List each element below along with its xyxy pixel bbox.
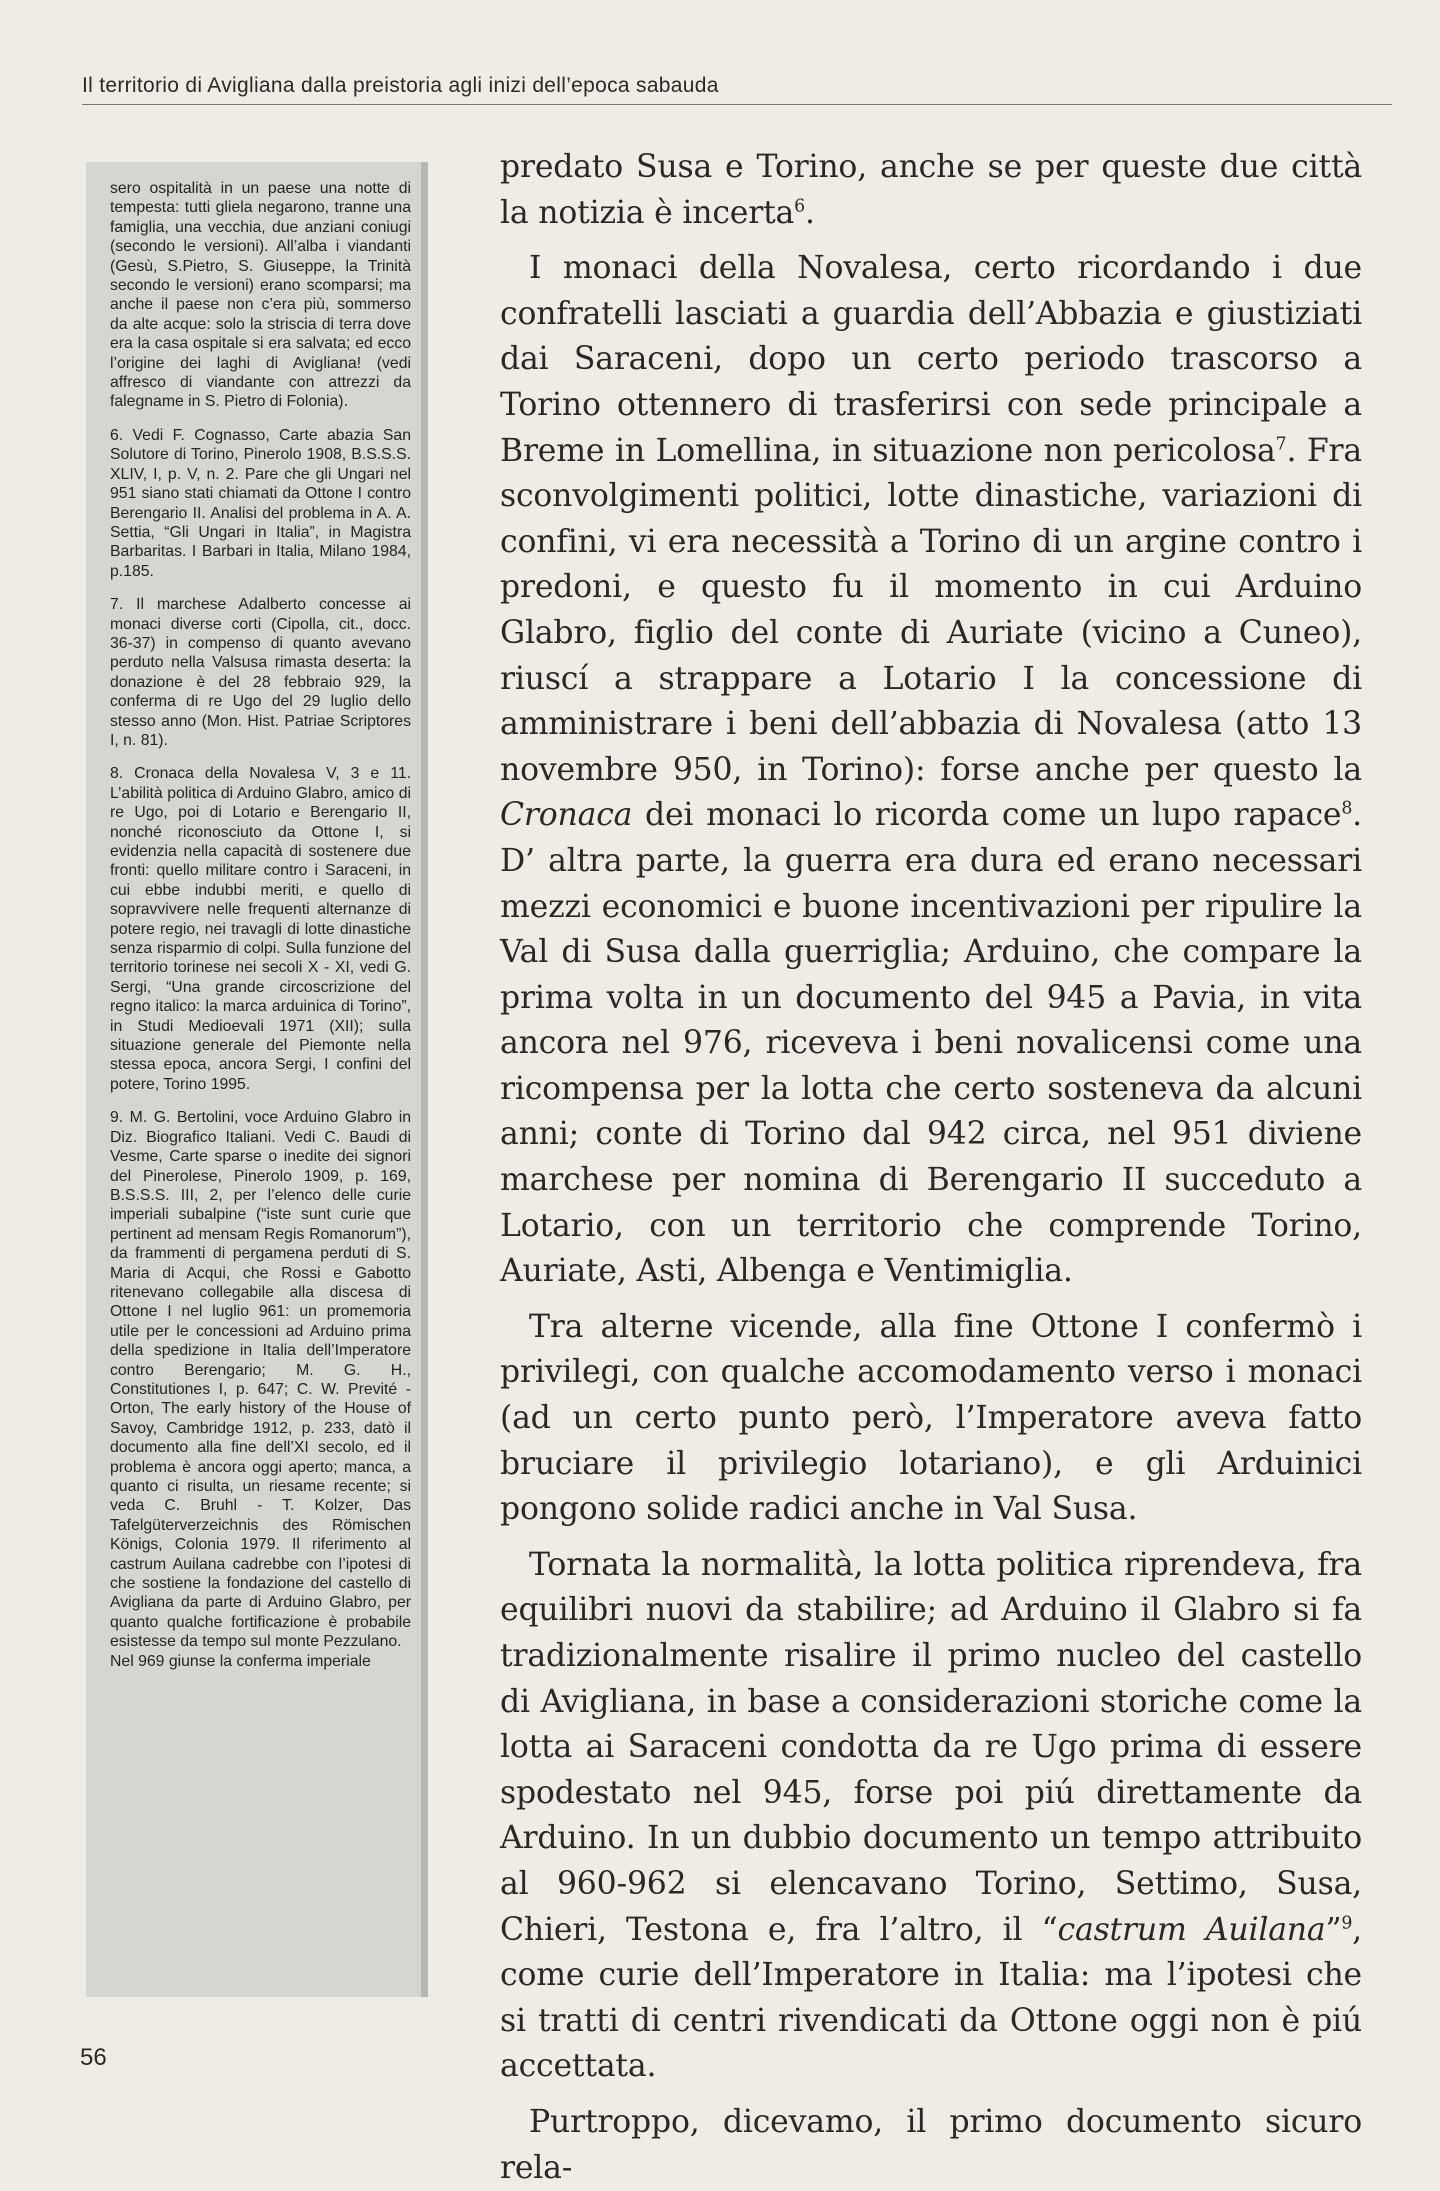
paragraph-4 [500, 1543, 1362, 2090]
header-rule [82, 104, 1392, 105]
paragraph-2-text-a: I monaci della Novalesa, certo ricordando i due confratelli lasciati a guardia dell’Abbazia e giustiziati dai Saraceni, dopo un certo periodo trascorso a Torino ottennero di trasferirsi con sede principale a Breme in Lomellina, in situazione non pericolosa [500, 250, 1362, 469]
footnote-ref-6: 6 [794, 196, 805, 217]
main-text [500, 145, 1362, 2191]
footnote-7: 7. Il marchese Adalberto concesse ai monaci diverse corti (Cipolla, cit., docc. 36-37) in compenso di quanto avevano perduto nella Valsusa rimasta deserta: la donazione è del 28 febbraio 929, la conferma di re Ugo del 29 luglio dello stesso anno (Mon. Hist. Patriae Scriptores I, n. 81). [110, 596, 411, 749]
paragraph-1-text: predato Susa e Torino, anche se per queste due città la notizia è incerta [500, 149, 1362, 231]
paragraph-2-text-c: dei monaci lo ricorda come un lupo rapace [632, 797, 1342, 834]
paragraph-3: Tra alterne vicende, alla fine Ottone I confermò i privilegi, con qualche accomodamento verso i monaci (ad un certo punto però, l’Imperatore aveva fatto bruciare il privilegio lotariano), e gli Arduinici pongono solide radici anche in Val Susa. [500, 1308, 1362, 1528]
paragraph-2-text-b: . Fra sconvolgimenti politici, lotte dinastiche, variazioni di confini, vi era necessità a Torino di un argine contro i predoni, e questo fu il momento in cui Arduino Glabro, figlio del conte di Auriate (vicino a Cuneo), riuscí a strappare a Lotario I la concessione di amministrare i beni dell’abbazia di Novalesa (atto 13 novembre 950, in Torino): forse anche per questo la [500, 432, 1362, 788]
paragraph-2-italic: Cronaca [500, 797, 633, 834]
footnote-tail: Nel 969 giunse la conferma imperiale [110, 1652, 371, 1670]
paragraph-5: Purtroppo, dicevamo, il primo documento sicuro rela- [500, 2103, 1362, 2186]
footnote-ref-8: 8 [1341, 798, 1353, 819]
paragraph-1 [500, 145, 1362, 236]
page-number: 56 [80, 2044, 107, 2071]
running-header: Il territorio di Avigliana dalla preistoria agli inizi dell’epoca sabauda [82, 74, 719, 97]
footnote-8: 8. Cronaca della Novalesa V, 3 e 11. L’abilità politica di Arduino Glabro, amico di re Ugo, poi di Lotario e Berengario II, nonché riconosciuto da Ottone I, si evidenzia nella capacità di sostenere due fronti: quello militare contro i Saraceni, in cui ebbe indubbi meriti, e quello di sopravvivere nelle frequenti alternanze di potere regio, nei travagli di lotte dinastiche senza risparmio di colpi. Sulla funzione del territorio torinese nei secoli X - XI, vedi G. Sergi, “Una grande circoscrizione del regno italico: la marca arduinica di Torino”, in Studi Medioevali 1971 (XII); sulla situazione generale del Piemonte nella stessa epoca, ancora Sergi, I confini del potere, Torino 1995. [110, 765, 411, 1093]
footnote-ref-9: 9 [1341, 1913, 1353, 1934]
paragraph-4-text-c: , come curie dell’Imperatore in Italia: ma l’ipotesi che si tratti di centri rivendicati da Ottone oggi non è piú accettata. [500, 1911, 1362, 2085]
footnote-6: 6. Vedi F. Cognasso, Carte abazia San Solutore di Torino, Pinerolo 1908, B.S.S.S. XLIV, I, p. V, n. 2. Pare che gli Ungari nel 951 siano stati chiamati da Ottone I contro Berengario II. Analisi del problema in A. A. Settia, “Gli Ungari in Italia”, in Magistra Barbaritas. I Barbari in Italia, Milano 1984, p.185. [110, 426, 411, 580]
footnotes-sidebar [86, 162, 428, 1997]
paragraph-1-end: . [804, 194, 815, 231]
footnote-9: 9. M. G. Bertolini, voce Arduino Glabro in Diz. Biografico Italiani. Vedi C. Baudi di Vesme, Carte sparse o inedite dei signori del Pinerolese, Pinerolo 1909, p. 169, B.S.S.S. III, 2, per l’elenco delle curie imperiali subalpine (“iste sunt curie que pertinent ad mensam Regis Romanorum”), da frammenti di pergamena perduti di S. Maria di Acqui, che Rossi e Gabotto ritenevano collegabile alla discesa di Ottone I nel luglio 961: un promemoria utile per le concessioni ad Arduino prima della spedizione in Italia dell’Imperatore contro Berengario; M. G. H., Constitutiones I, p. 647; C. W. Previté - Orton, The early history of the House of Savoy, Cambridge 1912, p. 233, datò il documento alla fine dell’XI secolo, ed il problema è ancora oggi aperto; manca, a quanto ci risulta, un riesame recente; si veda C. Bruhl - T. Kolzer, Das Tafelgüterverzeichnis des Römischen Königs, Colonia 1979. Il riferimento al castrum Auilana cadrebbe con l’ipotesi di che sostiene la fondazione del castello di Avigliana da parte di Arduino Glabro, per quanto qualche fortificazione è probabile esistesse da tempo sul monte Pezzulano. [110, 1109, 411, 1651]
footnote-ref-7: 7 [1275, 434, 1287, 455]
paragraph-4-italic: castrum Auilana [1057, 1911, 1326, 1948]
paragraph-2 [500, 246, 1362, 1295]
footnote-continued: sero ospitalità in un paese una notte di tempesta: tutti gliela negarono, tranne una famiglia, una vecchia, due anziani coniugi (secondo le versioni). All’alba i viandanti (Gesù, S.Pietro, S. Giuseppe, la Trinità secondo le versioni) erano scomparsi; ma anche il paese non c’era più, sommerso da alte acque: solo la striscia di terra dove era la casa ospitale si era salvata; ed ecco l’origine dei laghi di Avigliana! (vedi affresco di viandante con attrezzi da falegname in S. Pietro di Folonia). [110, 180, 411, 411]
paragraph-2-text-d: . D’ altra parte, la guerra era dura ed erano necessari mezzi economici e buone incentivazioni per ripulire la Val di Susa dalla guerriglia; Arduino, che compare la prima volta in un documento del 945 a Pavia, in vita ancora nel 976, riceveva i beni novalicensi come una ricompensa per la lotta che certo sosteneva da alcuni anni; conte di Torino dal 942 circa, nel 951 diviene marchese per nomina di Berengario II succeduto a Lotario, con un territorio che comprende Torino, Auriate, Asti, Albenga e Ventimiglia. [500, 797, 1362, 1290]
paragraph-4-quote: ” [1325, 1911, 1342, 1948]
paragraph-4-text-a: Tornata la normalità, la lotta politica riprendeva, fra equilibri nuovi da stabilire; ad Arduino il Glabro si fa tradizionalmente risalire il primo nucleo del castello di Avigliana, in base a considerazioni storiche come la lotta ai Saraceni condotta da re Ugo prima di essere spodestato nel 945, forse poi piú direttamente da Arduino. In un dubbio documento un tempo attribuito al 960-962 si elencavano Torino, Settimo, Susa, Chieri, Testona e, fra l’altro, il “ [500, 1546, 1362, 1948]
